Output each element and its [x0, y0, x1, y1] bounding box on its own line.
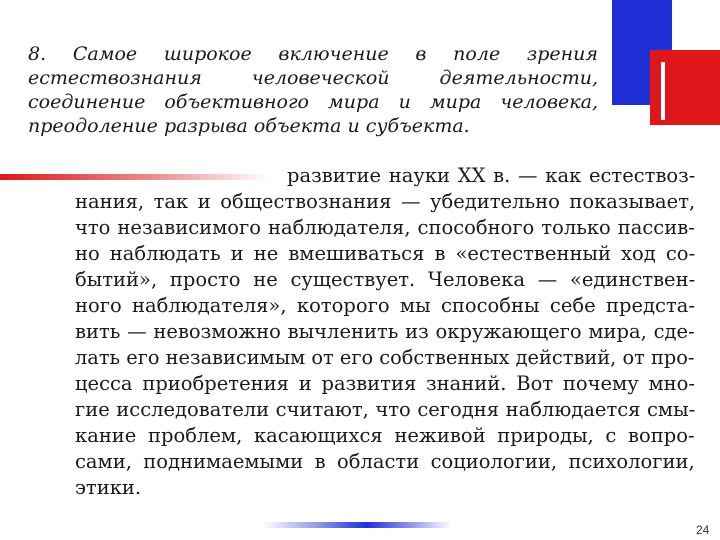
- body-line: что независимого наблюдателя, способного только пассив-: [75, 216, 695, 239]
- heading-text: 8. Самое широкое включение в поле зрения естествознания человеческой деятельности, соединение объективного мира и мира человека, преодоление разрыва объекта и субъекта.: [28, 43, 598, 137]
- body-line: вить — невозможно вычленить из окружающего мира, сде-: [75, 320, 695, 343]
- body-line: сами, поднимаемыми в области социологии, психологии,: [75, 450, 695, 473]
- body-line: но наблюдать и не вмешиваться в «естественный ход со-: [75, 242, 696, 265]
- body-line: нания, так и обществознания — убедительно показывает,: [75, 190, 696, 213]
- body-line: бытий», просто не существует. Человека — «единствен-: [75, 268, 696, 291]
- decor-blue-gradient-bar: [262, 522, 452, 528]
- body-line: ного наблюдателя», которого мы способны себе предста-: [75, 294, 695, 317]
- body-text: [75, 163, 695, 501]
- body-line: цесса приобретения и развития знаний. Вот почему мно-: [75, 372, 695, 395]
- decor-white-line: [661, 62, 665, 120]
- body-line: кание проблем, касающихся неживой природы, с вопро-: [75, 424, 695, 447]
- body-line: этики.: [75, 476, 142, 499]
- body-line: развитие науки XX в. — как естествоз-: [287, 164, 696, 187]
- body-line: лать его независимым от его собственных действий, от про-: [75, 346, 695, 369]
- body-line: гие исследователи считают, что сегодня наблюдается смы-: [75, 398, 696, 421]
- page-number: 24: [696, 523, 710, 537]
